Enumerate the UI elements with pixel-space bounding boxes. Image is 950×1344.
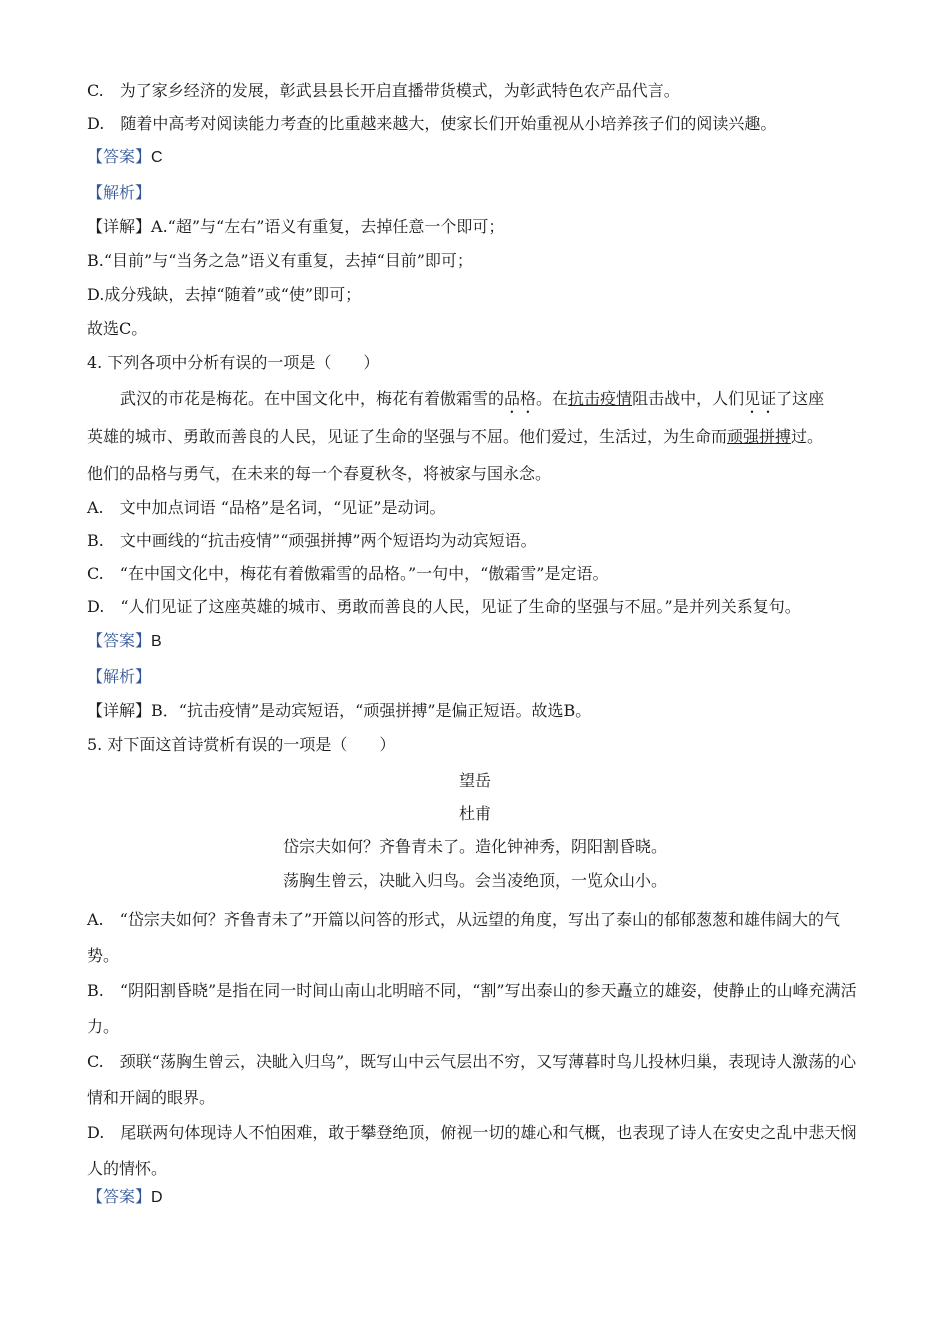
q5-option-b: B. “阴阳割昏晓”是指在同一时间山南山北明暗不同，“割”写出泰山的参天矗立的雄姿，使静止的山峰充满活力。	[87, 981, 857, 1036]
poem-title: 望岳	[458, 771, 491, 790]
answer-tag: 【答案】	[87, 631, 152, 650]
passage-text: 了这座	[776, 389, 825, 408]
q3-answer	[87, 146, 860, 169]
q3-option-d: D. 随着中高考对阅读能力考查的比重越来越大，使家长们开始重视从小培养孩子们的阅读兴趣。	[87, 114, 777, 133]
q4-analysis-tag	[87, 666, 860, 688]
q3-detail-3: D.成分残缺，去掉“随着”或“使”即可；	[87, 285, 362, 304]
poem-author: 杜甫	[458, 804, 491, 823]
passage-text: 阻击战中，人们	[632, 389, 745, 408]
q4-option-a: A. 文中加点词语 “品格”是名词，“见证”是动词。	[87, 498, 446, 517]
underlined-phrase-wanqiang: 顽强拼搏	[727, 427, 792, 446]
q3-detail-1	[87, 216, 860, 238]
analysis-tag: 【解析】	[87, 667, 152, 686]
q4-passage-line-2	[87, 426, 860, 448]
answer-tag: 【答案】	[87, 1187, 152, 1206]
q4-answer	[87, 630, 860, 653]
poem-line-1: 岱宗夫如何？齐鲁青未了。造化钟神秀，阴阳割昏晓。	[282, 837, 667, 856]
q4-passage-line-3: 他们的品格与勇气，在未来的每一个春夏秋冬，将被家与国永念。	[87, 464, 552, 483]
q4-option-b: B. 文中画线的“抗击疫情”“顽强拼搏”两个短语均为动宾短语。	[87, 531, 537, 550]
detail-text: A.“超”与“左右”语义有重复，去掉任意一个即可；	[151, 217, 505, 236]
answer-value: C	[151, 149, 163, 166]
q3-analysis-tag	[87, 182, 860, 204]
passage-text: 武汉的市花是梅花。在中国文化中，梅花有着傲霜雪的	[120, 389, 505, 408]
q3-option-c: C. 为了家乡经济的发展，彰武县县长开启直播带货模式，为彰武特色农产品代言。	[87, 81, 680, 100]
q3-detail-4: 故选C。	[87, 319, 148, 338]
q4-passage-line-1	[120, 388, 860, 417]
poem-line-2: 荡胸生曾云，决眦入归鸟。会当凌绝顶，一览众山小。	[282, 871, 667, 890]
passage-text: 英雄的城市、勇敢而善良的人民，见证了生命的坚强与不屈。他们爱过，生活过，为生命而	[87, 427, 728, 446]
q4-stem: 4. 下列各项中分析有误的一项是（ ）	[87, 353, 380, 372]
q5-option-a: A. “岱宗夫如何？齐鲁青未了”开篇以问答的形式，从远望的角度，写出了泰山的郁郁葱葱和雄伟阔大的气势。	[87, 910, 841, 965]
passage-text: 过。	[791, 427, 824, 446]
detail-tag: 【详解】	[87, 217, 152, 236]
q5-answer	[87, 1186, 860, 1209]
q3-detail-2: B.“目前”与“当务之急”语义有重复，去掉“目前”即可；	[87, 251, 473, 270]
answer-tag: 【答案】	[87, 147, 152, 166]
q4-option-c: C. “在中国文化中，梅花有着傲霜雪的品格。”一句中，“傲霜雪”是定语。	[87, 564, 609, 583]
q5-option-d: D. 尾联两句体现诗人不怕困难，敢于攀登绝顶，俯视一切的雄心和气概，也表现了诗人在安史之乱中悲天悯人的情怀。	[87, 1123, 857, 1178]
passage-text: 。在	[536, 389, 569, 408]
detail-tag: 【详解】	[87, 701, 152, 720]
answer-value: B	[151, 633, 162, 650]
detail-text: B．“抗击疫情”是动宾短语，“顽强拼搏”是偏正短语。故选B。	[151, 701, 592, 720]
answer-value: D	[151, 1189, 163, 1206]
q4-option-d: D. “人们见证了这座英雄的城市、勇敢而善良的人民，见证了生命的坚强与不屈。”是并列关系复句。	[87, 597, 801, 616]
q5-option-c: C. 颈联“荡胸生曾云，决眦入归鸟”，既写山中云气层出不穷，又写薄暮时鸟儿投林归巢，表现诗人激荡的心情和开阔的眼界。	[87, 1052, 857, 1107]
q4-detail	[87, 700, 860, 722]
q5-stem: 5. 对下面这首诗赏析有误的一项是（ ）	[87, 735, 396, 754]
underlined-phrase-kangji: 抗击疫情	[568, 389, 633, 408]
analysis-tag: 【解析】	[87, 183, 152, 202]
dotted-word-pinge: 品格	[504, 389, 537, 408]
dotted-word-jianzheng: 见证	[744, 389, 777, 408]
